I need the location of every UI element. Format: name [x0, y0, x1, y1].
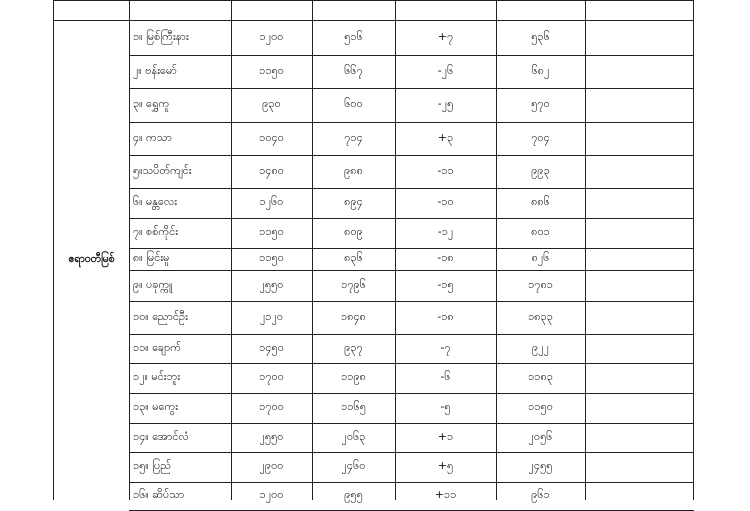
change-cell: +၇ — [437, 29, 454, 43]
value-cell: ၁၂၀၀ — [259, 29, 284, 43]
value-cell: ၂၅၅၀ — [259, 277, 284, 291]
change-cell: -၆ — [440, 370, 451, 383]
value-cell: ၁၂၆၀ — [259, 195, 284, 208]
value-cell: ၉၈၈ — [344, 163, 363, 177]
station-cell: ၉။ ပခုက္ကူ — [133, 277, 173, 291]
value-cell: ၁၁၉၈ — [341, 370, 366, 383]
river-label: ဧရာဝတီမြစ် — [68, 252, 115, 265]
value-cell: ၁၂၀၀ — [259, 488, 284, 501]
change-cell: -၁၈ — [437, 309, 454, 323]
value-cell: ၂၀၅၆ — [528, 429, 553, 443]
value-cell: ၁၁၅၀ — [259, 251, 284, 264]
value-cell: ၁၈၄၈ — [341, 309, 366, 323]
value-cell: ၆၆၇ — [344, 63, 363, 77]
change-cell: +၁ — [437, 429, 454, 443]
value-cell: ၁၁၆၅ — [341, 400, 366, 413]
value-cell: ၂၀၆၃ — [341, 429, 366, 443]
value-cell: ၇၁၄ — [344, 130, 363, 144]
value-cell: ၅၃၆ — [531, 29, 550, 43]
value-cell: ၈၉၄ — [344, 195, 363, 208]
value-cell: ၈၈၆ — [531, 195, 550, 208]
value-cell: ၆၀၀ — [344, 97, 363, 110]
value-cell: ၂၄၆၀ — [341, 459, 366, 472]
value-cell: ၈၂၆ — [531, 251, 550, 264]
value-cell: ၁၇၉၆ — [341, 277, 366, 291]
change-cell: -၁၁ — [437, 163, 454, 177]
station-cell: ၅။သပိတ်ကျင်း — [133, 163, 192, 177]
value-cell: ၇၀၄ — [531, 130, 550, 144]
value-cell: ၁၀၄၀ — [259, 130, 284, 144]
value-cell: ၁၇၀၀ — [259, 400, 284, 413]
value-cell: ၉၆၁ — [531, 488, 550, 501]
value-cell: ၉၃၇ — [344, 340, 363, 354]
value-cell: ၈၀၉ — [344, 225, 363, 238]
value-cell: ၁၁၅၀ — [528, 400, 553, 413]
station-cell: ၁၆။ ဆိပ်သာ — [133, 488, 185, 501]
value-cell: ၁၄၈၀ — [259, 163, 284, 177]
station-cell: ၃။ ရွှေကူ — [133, 97, 170, 110]
value-cell: ၂၉၀၀ — [259, 459, 284, 472]
value-cell: ၁၇၀၀ — [259, 370, 284, 383]
change-cell: -၁၀ — [437, 195, 454, 208]
value-cell: ၉၂၂ — [532, 340, 549, 354]
value-cell: ၆၈၂ — [531, 63, 550, 77]
column-divider — [585, 0, 586, 500]
value-cell: ၈၀၁ — [531, 225, 550, 238]
station-cell: ၆။ မန္တလေး — [133, 195, 178, 208]
station-cell: ၈။ မြင်းမူ — [133, 251, 170, 264]
value-cell: ၅၇၀ — [531, 97, 550, 110]
station-cell: ၁၀။ ညောင်ဦး — [133, 309, 188, 323]
station-cell: ၁၃။ မကွေး — [133, 400, 179, 413]
value-cell: ၁၇၈၁ — [528, 277, 553, 291]
value-cell: ၁၈၃၃ — [528, 309, 553, 323]
value-cell: ၉၅၅ — [344, 488, 363, 501]
change-cell: -၁၈ — [437, 251, 454, 264]
change-cell: -၂၆ — [437, 63, 454, 77]
station-cell: ၁။ မြစ်ကြီးနား — [133, 29, 189, 43]
value-cell: ၈၃၆ — [344, 251, 363, 264]
value-cell: ၁၁၈၃ — [528, 370, 553, 383]
change-cell: -၂၅ — [437, 97, 454, 110]
value-cell: ၂၁၂၀ — [259, 309, 284, 323]
value-cell: ၉၉၃ — [531, 163, 550, 177]
value-cell: ၂၄၅၅ — [528, 459, 553, 472]
station-cell: ၂။ ဗန်းမော် — [133, 63, 177, 77]
change-cell: +၁၁ — [434, 488, 457, 501]
change-cell: -၁၂ — [437, 225, 454, 238]
value-cell: ၉၃၀ — [262, 97, 281, 110]
water-level-table — [53, 0, 694, 500]
value-cell: ၁၁၅၀ — [259, 63, 284, 77]
station-cell: ၄။ ကသာ — [133, 130, 172, 144]
table-rule — [54, 0, 694, 1]
station-cell: ၁၅။ ပြည် — [133, 459, 171, 472]
station-cell: ၇။ စစ်ကိုင်း — [133, 225, 179, 238]
station-cell: ၁၂။ မင်းဘူး — [133, 370, 180, 383]
change-cell: -၁၅ — [437, 277, 454, 291]
station-cell: ၁၄။ အောင်လံ — [133, 429, 189, 443]
value-cell: ၁၁၅၀ — [259, 225, 284, 238]
value-cell: ၅၁၆ — [344, 29, 363, 43]
change-cell: +၃ — [437, 130, 454, 144]
change-cell: -၇ — [440, 340, 451, 354]
change-cell: -၅ — [440, 400, 451, 413]
value-cell: ၂၅၅၀ — [259, 429, 284, 443]
change-cell: +၅ — [437, 459, 454, 472]
station-cell: ၁၁။ ချောက် — [133, 340, 181, 354]
value-cell: ၁၄၅၀ — [259, 340, 284, 354]
